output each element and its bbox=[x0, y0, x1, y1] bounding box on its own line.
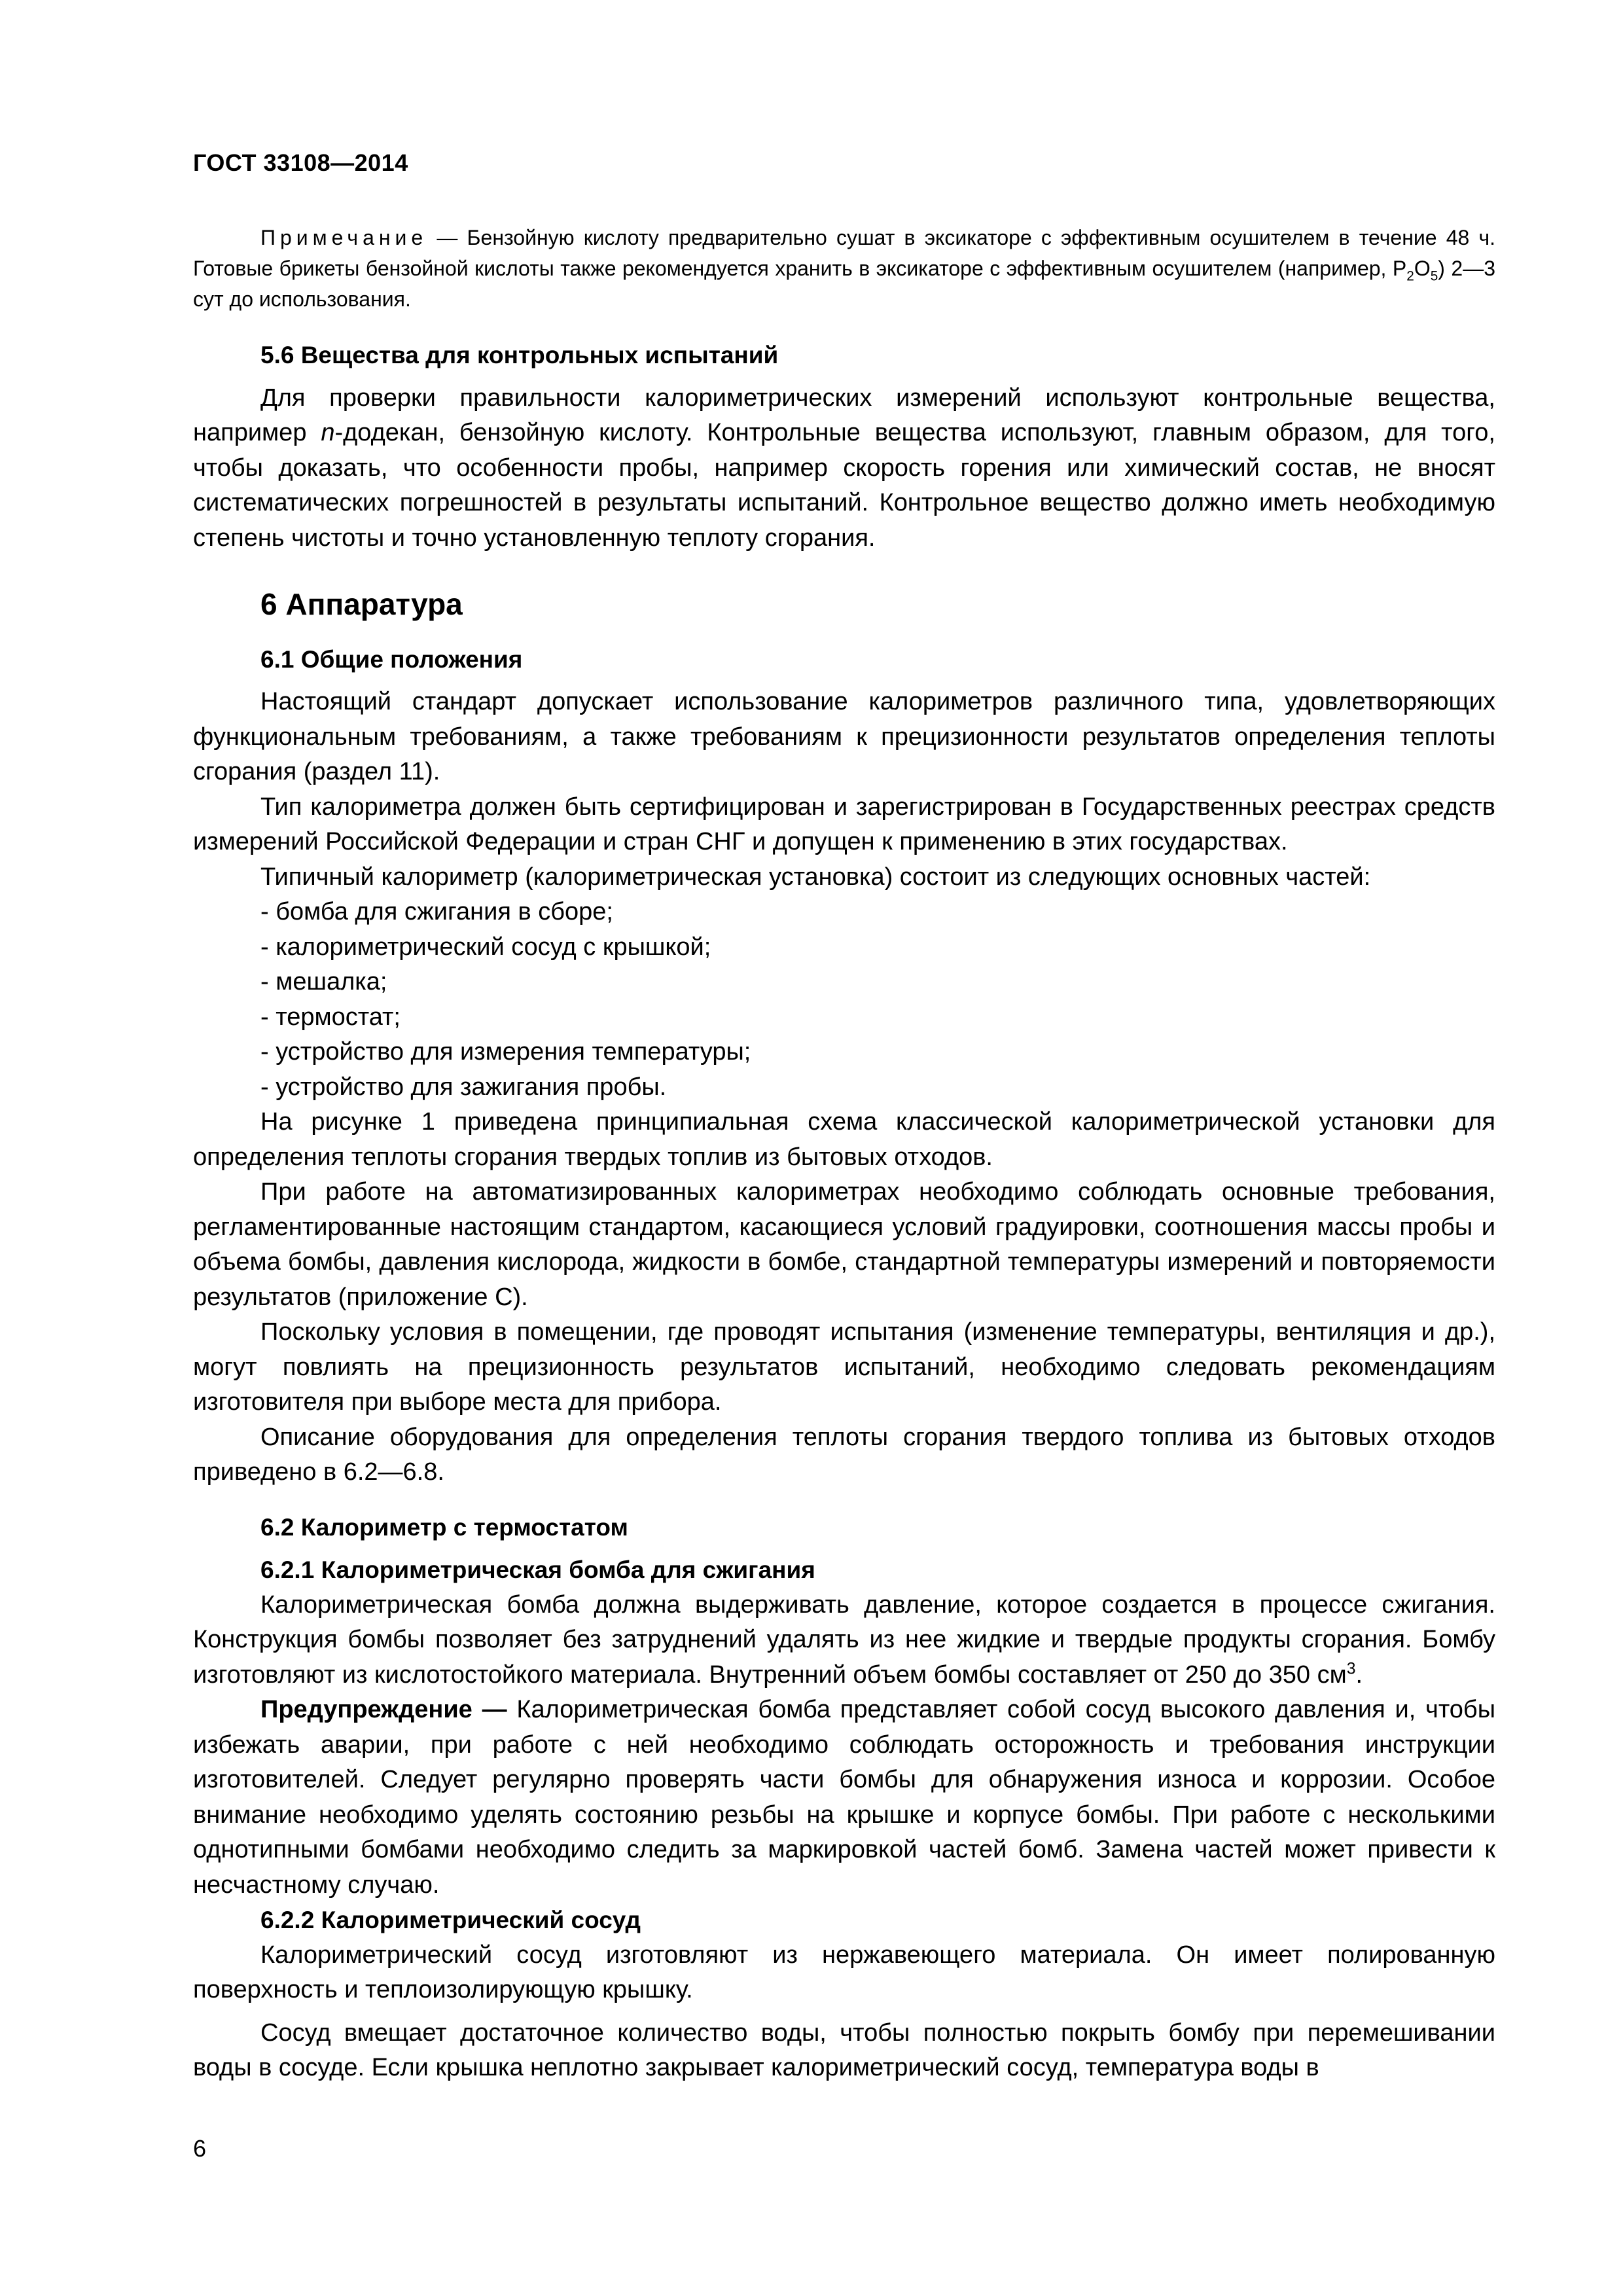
paragraph: При работе на автоматизированных калориметрах необходимо соблюдать основные требования, регламентированные настоящим стандартом, касающиеся условий градуировки, соотношения массы пробы и объема бомбы, давления кислорода, жидкости в бомбе, стандартной температуры измерений и повторяемости результатов (приложение С). bbox=[193, 1178, 1495, 1311]
section-5-6-paragraph bbox=[193, 381, 1495, 556]
p8-text-b: . bbox=[1355, 1660, 1363, 1689]
document-page bbox=[193, 0, 1495, 2296]
paragraph bbox=[193, 1588, 1495, 1693]
list-item: - термостат; bbox=[260, 1003, 401, 1031]
section-6-2-2-heading: 6.2.2 Калориметрический сосуд bbox=[260, 1907, 641, 1933]
list-item: - устройство для зажигания пробы. bbox=[260, 1073, 667, 1101]
paragraph: Поскольку условия в помещении, где проводят испытания (изменение температуры, вентиляция и др.), могут повлиять на прецизионность результатов испытаний, необходимо следовать рекомендациям изготовителя при выборе места для прибора. bbox=[193, 1318, 1495, 1416]
list-item: - калориметрический сосуд с крышкой; bbox=[260, 933, 711, 961]
p8-text-a: Калориметрическая бомба должна выдерживать давление, которое создается в процессе сжигания. Конструкция бомбы позволяет без затруднений удалять из нее жидкие и твердые продукты сгорания. Бомбу изготовляют из кислотостойкого материала. Внутренний объем бомбы составляет от 250 до 350 см bbox=[193, 1590, 1495, 1689]
p8-sup: 3 bbox=[1346, 1659, 1356, 1677]
section-6-1-heading: 6.1 Общие положения bbox=[260, 645, 523, 673]
list-item: - устройство для измерения температуры; bbox=[260, 1038, 751, 1066]
list-item: - мешалка; bbox=[260, 968, 387, 996]
paragraph: На рисунке 1 приведена принципиальная схема классической калориметрической установки для определения теплоты сгорания твердых топлив из бытовых отходов. bbox=[193, 1108, 1495, 1171]
section-5-6-heading: 5.6 Вещества для контрольных испытаний bbox=[260, 342, 779, 368]
note-text-b: O bbox=[1414, 257, 1431, 280]
paragraph: Тип калориметра должен быть сертифицирован и зарегистрирован в Государственных реестрах средств измерений Российской Федерации и стран СНГ и допущен к применению в этих государствах. bbox=[193, 793, 1495, 855]
paragraph: Типичный калориметр (калориметрическая установка) состоит из следующих основных частей: bbox=[260, 863, 1371, 891]
s56-p1-b: -додекан, бензойную кислоту. Контрольные вещества используют, главным образом, для того, чтобы доказать, что особенности пробы, например скорость горения или химический состав, не вносят систематических погрешностей в результаты испытаний. Контрольное вещество должно иметь необходимую степень чистоты и точно установленную теплоту сгорания. bbox=[193, 419, 1495, 552]
section-6-2-1-heading: 6.2.1 Калориметрическая бомба для сжигания bbox=[260, 1556, 815, 1583]
note-sub-1: 2 bbox=[1406, 268, 1414, 284]
paragraph: Описание оборудования для определения теплоты сгорания твердого топлива из бытовых отходов приведено в 6.2—6.8. bbox=[193, 1423, 1495, 1486]
warning-paragraph bbox=[193, 1693, 1495, 1903]
s56-p1-a: Для проверки правильности калориметрических измерений используют контрольные вещества, например bbox=[193, 384, 1495, 446]
note-paragraph bbox=[193, 223, 1495, 315]
paragraph: Сосуд вмещает достаточное количество воды, чтобы полностью покрыть бомбу при перемешивании воды в сосуде. Если крышка неплотно закрывает калориметрический сосуд, температура воды в bbox=[193, 2018, 1495, 2081]
paragraph: Настоящий стандарт допускает использование калориметров различного типа, удовлетворяющих функциональным требованиям, а также требованиям к прецизионности результатов определения теплоты сгорания (раздел 11). bbox=[193, 688, 1495, 785]
note-label: Примечание bbox=[260, 226, 428, 249]
list-item: - бомба для сжигания в сборе; bbox=[260, 898, 613, 925]
s56-p1-italic: n bbox=[321, 419, 335, 446]
page-number: 6 bbox=[193, 2135, 207, 2162]
section-6-2-heading: 6.2 Калориметр с термостатом bbox=[260, 1513, 628, 1541]
warning-label: Предупреждение — bbox=[260, 1696, 507, 1723]
warning-text: Калориметрическая бомба представляет собой сосуд высокого давления и, чтобы избежать аварии, при работе с ней необходимо соблюдать осторожность и требования инструкции изготовителей. Следует регулярно проверять части бомбы для обнаружения износа и коррозии. Особое внимание необходимо уделять состоянию резьбы на крышке и корпусе бомбы. При работе с несколькими однотипными бомбами необходимо следить за маркировкой частей бомб. Замена частей может привести к несчастному случаю. bbox=[193, 1696, 1496, 1899]
document-body bbox=[193, 338, 1495, 2086]
note-text-c: ) 2—3 сут до использования. bbox=[193, 257, 1496, 311]
note-text-a: — Бензойную кислоту предварительно сушат в эксикаторе с эффективным осушителем в течение 48 ч. Готовые брикеты бензойной кислоты также рекомендуется хранить в эксикаторе с эффективным осушителем (например, P bbox=[193, 226, 1495, 280]
paragraph: Калориметрический сосуд изготовляют из нержавеющего материала. Он имеет полированную поверхность и теплоизолирующую крышку. bbox=[193, 1941, 1495, 2003]
note-sub-2: 5 bbox=[1430, 268, 1438, 284]
document-header: ГОСТ 33108—2014 bbox=[193, 149, 408, 176]
section-6-heading: 6 Аппаратура bbox=[260, 587, 463, 621]
